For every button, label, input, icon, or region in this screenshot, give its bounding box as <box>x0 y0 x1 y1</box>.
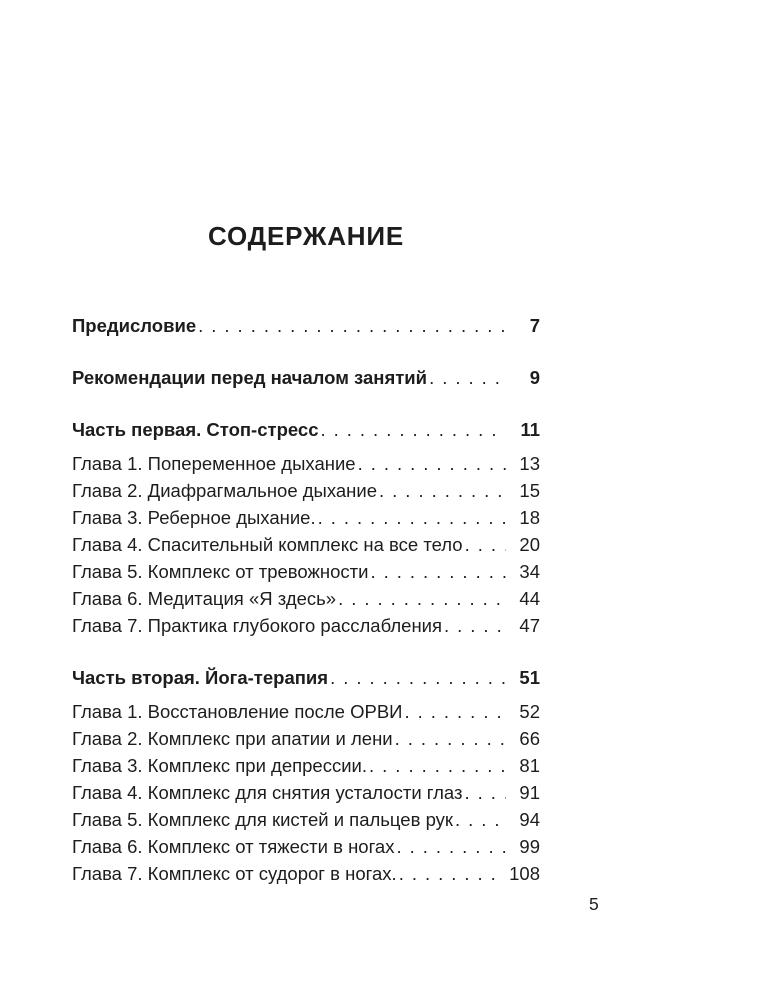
toc-entry <box>72 806 540 833</box>
page-number: 5 <box>589 894 599 914</box>
dot-leader <box>318 504 506 531</box>
table-of-contents <box>72 312 540 887</box>
toc-section-title: Рекомендации перед началом занятий <box>72 367 428 388</box>
toc-chapter-title: Глава 2. Комплекс при апатии и лени <box>72 728 393 749</box>
toc-chapter-title: Глава 6. Комплекс от тяжести в ногах <box>72 836 395 857</box>
page-title: СОДЕРЖАНИЕ <box>208 221 404 251</box>
toc-chapter-page: 13 <box>519 453 540 474</box>
toc-section <box>72 364 540 391</box>
toc-entry <box>72 558 540 585</box>
dot-leader <box>429 364 506 391</box>
toc-chapter-page: 99 <box>519 836 540 857</box>
toc-entry <box>72 752 540 779</box>
toc-chapter-page: 52 <box>519 701 540 722</box>
toc-chapter-page: 108 <box>509 863 540 884</box>
toc-chapter-page: 20 <box>519 534 540 555</box>
toc-chapter-title: Глава 5. Комплекс от тревожности <box>72 561 369 582</box>
dot-leader <box>369 752 506 779</box>
dot-leader <box>358 450 506 477</box>
dot-leader <box>465 779 507 806</box>
toc-chapter-title: Глава 4. Комплекс для снятия усталости глаз <box>72 782 463 803</box>
toc-section <box>72 312 540 339</box>
dot-leader <box>399 860 501 887</box>
toc-chapter-page: 94 <box>519 809 540 830</box>
toc-entry <box>72 585 540 612</box>
toc-chapter-title: Глава 3. Комплекс при депрессии. <box>72 755 368 776</box>
toc-entry <box>72 725 540 752</box>
toc-chapter-page: 66 <box>519 728 540 749</box>
toc-entry <box>72 531 540 558</box>
toc-chapter-title: Глава 1. Попеременное дыхание <box>72 453 356 474</box>
toc-chapter-page: 15 <box>519 480 540 501</box>
toc-section-title: Часть вторая. Йога-терапия <box>72 667 329 688</box>
dot-leader <box>395 725 506 752</box>
toc-chapter-list <box>72 698 540 887</box>
dot-leader <box>330 664 506 691</box>
dot-leader <box>396 833 506 860</box>
toc-section <box>72 416 540 639</box>
dot-leader <box>455 806 506 833</box>
toc-entry <box>72 779 540 806</box>
dot-leader <box>379 477 506 504</box>
toc-entry <box>72 364 540 391</box>
toc-chapter-page: 34 <box>519 561 540 582</box>
dot-leader <box>338 585 506 612</box>
toc-entry <box>72 504 540 531</box>
toc-chapter-title: Глава 1. Восстановление после ОРВИ <box>72 701 403 722</box>
toc-chapter-title: Глава 3. Реберное дыхание. <box>72 507 316 528</box>
toc-chapter-title: Глава 2. Диафрагмальное дыхание <box>72 480 378 501</box>
toc-entry <box>72 664 540 691</box>
dot-leader <box>321 416 507 443</box>
dot-leader <box>370 558 506 585</box>
toc-chapter-title: Глава 4. Спасительный комплекс на все тело <box>72 534 463 555</box>
dot-leader <box>444 612 506 639</box>
toc-entry <box>72 612 540 639</box>
toc-entry <box>72 416 540 443</box>
toc-chapter-page: 44 <box>519 588 540 609</box>
dot-leader <box>465 531 506 558</box>
toc-entry <box>72 450 540 477</box>
toc-entry <box>72 477 540 504</box>
dot-leader <box>198 312 506 339</box>
toc-section-page: 9 <box>529 367 540 388</box>
toc-chapter-page: 91 <box>519 782 540 803</box>
toc-section <box>72 664 540 887</box>
toc-section-page: 51 <box>519 667 540 688</box>
toc-entry <box>72 860 540 887</box>
toc-chapter-page: 47 <box>519 615 540 636</box>
toc-section-title: Часть первая. Стоп-стресс <box>72 419 319 440</box>
toc-section-page: 11 <box>520 419 540 440</box>
toc-chapter-list <box>72 450 540 639</box>
toc-entry <box>72 698 540 725</box>
toc-section-page: 7 <box>529 315 540 336</box>
toc-chapter-title: Глава 5. Комплекс для кистей и пальцев рук <box>72 809 453 830</box>
toc-chapter-page: 81 <box>519 755 540 776</box>
toc-entry <box>72 312 540 339</box>
toc-chapter-title: Глава 7. Практика глубокого расслабления <box>72 615 443 636</box>
dot-leader <box>404 698 506 725</box>
toc-chapter-page: 18 <box>519 507 540 528</box>
toc-chapter-title: Глава 7. Комплекс от судорог в ногах. <box>72 863 397 884</box>
toc-section-title: Предисловие <box>72 315 197 336</box>
toc-chapter-title: Глава 6. Медитация «Я здесь» <box>72 588 337 609</box>
toc-entry <box>72 833 540 860</box>
